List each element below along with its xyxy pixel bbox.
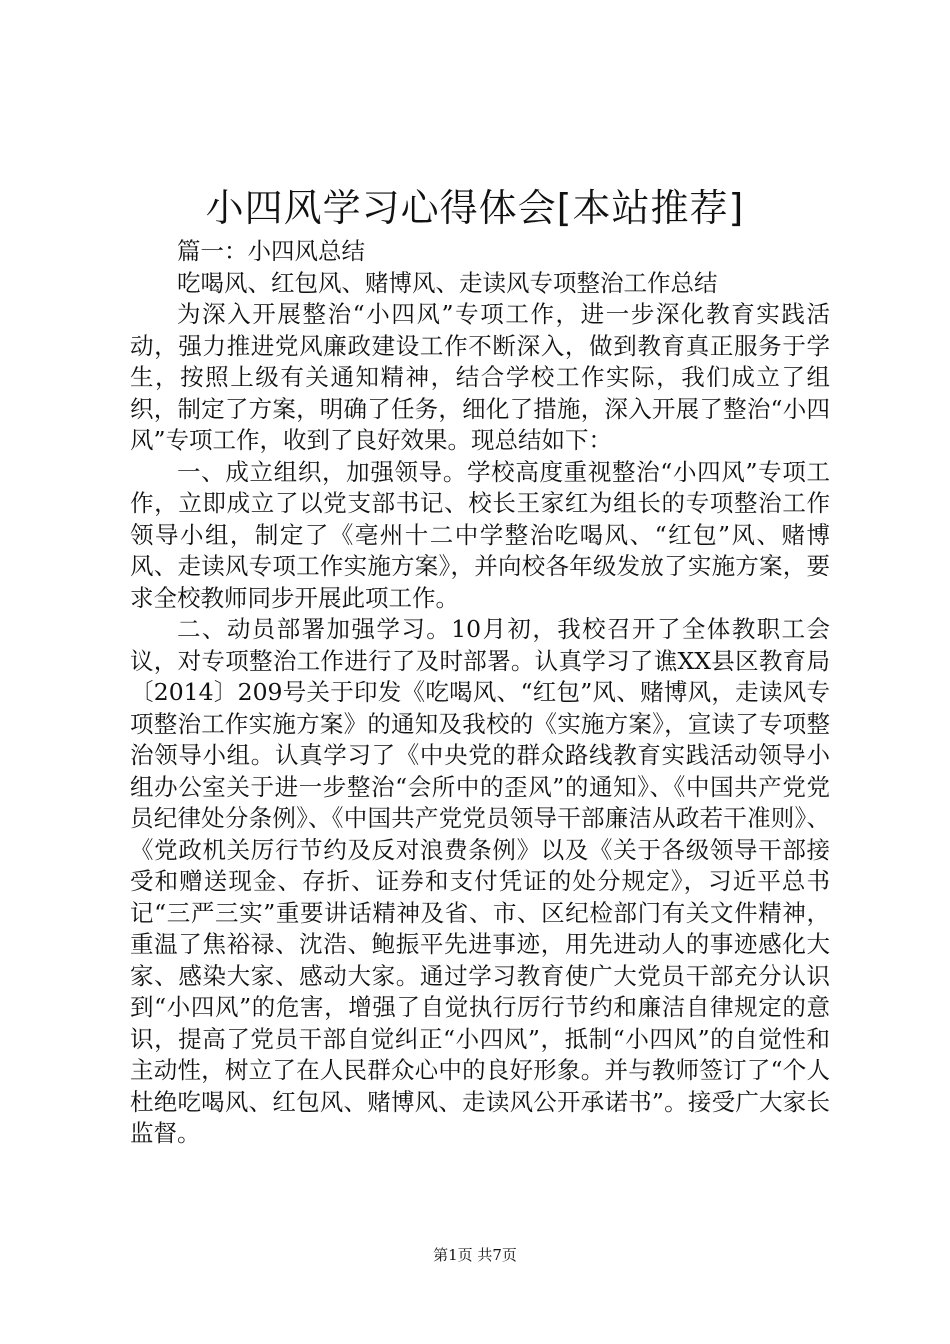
paragraph-intro: 为深入开展整治“小四风”专项工作，进一步深化教育实践活动，强力推进党风廉政建设工作不断深入，做到教育真正服务于学生，按照上级有关通知精神，结合学校工作实际，我们成立了组织，制定了方案，明确了任务，细化了措施，深入开展了整治“小四风”专项工作，收到了良好效果。现总结如下： (130, 300, 830, 454)
section-label: 篇一：小四风总结 (177, 237, 365, 265)
paragraph-organization: 一、成立组织，加强领导。学校高度重视整治“小四风”专项工作，立即成立了以党支部书记、校长王家红为组长的专项整治工作领导小组，制定了《亳州十二中学整治吃喝风、“红包”风、赌博风、走读风专项工作实施方案》，并向校各年级发放了实施方案，要求全校教师同步开展此项工作。 (130, 457, 830, 612)
page-number-footer: 第1页 共7页 (433, 1246, 517, 1264)
section-subtitle: 吃喝风、红包风、赌博风、走读风专项整治工作总结 (177, 268, 718, 297)
document-body (130, 236, 830, 1150)
paragraph-mobilization: 二、动员部署加强学习。10月初，我校召开了全体教职工会议，对专项整治工作进行了及时部署。认真学习了谯XX县区教育局〔2014〕209号关于印发《吃喝风、“红包”风、赌博风，走读风专项整治工作实施方案》的通知及我校的《实施方案》，宣读了专项整治领导小组。认真学习了《中央党的群众路线教育实践活动领导小组办公室关于进一步整治“会所中的歪风”的通知》、《中国共产党党员纪律处分条例》、《中国共产党党员领导干部廉洁从政若干准则》、《党政机关厉行节约及反对浪费条例》以及《关于各级领导干部接受和赠送现金、存折、证券和支付凭证的处分规定》，习近平总书记“三严三实”重要讲话精神及省、市、区纪检部门有关文件精神，重温了焦裕禄、沈浩、鲍振平先进事迹，用先进动人的事迹感化大家、感染大家、感动大家。通过学习教育使广大党员干部充分认识到“小四风”的危害，增强了自觉执行厉行节约和廉洁自律规定的意识，提高了党员干部自觉纠正“小四风”，抵制“小四风”的自觉性和主动性，树立了在人民群众心中的良好形象。并与教师签订了“个人杜绝吃喝风、红包风、赌博风、走读风公开承诺书”。接受广大家长监督。 (130, 615, 830, 1147)
document-title: 小四风学习心得体会[本站推荐] (205, 186, 745, 230)
